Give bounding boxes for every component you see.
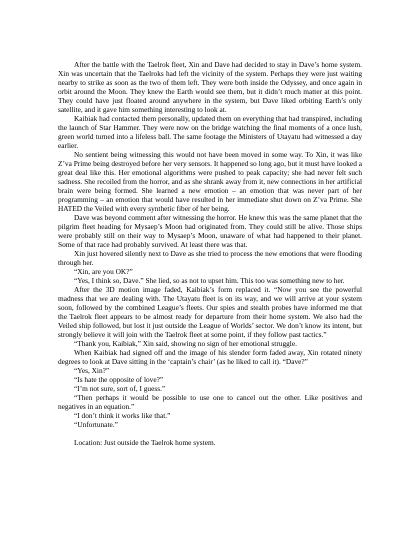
dialog-line: “Is hate the opposite of love?” bbox=[74, 375, 164, 384]
body-paragraph: Xin just hovered silently next to Dave as she tried to process the new emotions that were flooding through her. bbox=[58, 249, 362, 267]
dialog-line: “I don’t think it works like that.” bbox=[74, 411, 171, 420]
body-paragraph: “Then perhaps it would be possible to use one to cancel out the other. Like positives and negatives in an equation.” bbox=[58, 393, 362, 411]
dialog-line: “Yes, Xin?” bbox=[74, 366, 110, 375]
body-paragraph: “Thank you, Kaibiak,” Xin said, showing no sign of her emotional struggle. bbox=[74, 339, 297, 348]
body-paragraph: Kaibiak had contacted them personally, updated them on everything that had transpired, including the launch of Star Hammer. They were now on the bridge watching the final moments of a once lush, green world turned into a lifeless ball. The same footage the Ministers of Utayatu had witnessed a day earlier. bbox=[58, 114, 362, 150]
body-paragraph: “Yes, I think so, Dave.” She lied, so as not to upset him. This too was something new to her. bbox=[74, 276, 345, 285]
dialog-line: “I’m not sure, sort of, I guess.” bbox=[74, 384, 166, 393]
dialog-line: “Xin, are you OK?” bbox=[74, 267, 133, 276]
body-paragraph: When Kaibiak had signed off and the image of his slender form faded away, Xin rotated ninety degrees to look at Dave sitting in the ‘captain’s chair’ (as he liked to call it). “Dave?” bbox=[58, 348, 362, 366]
body-paragraph: No sentient being witnessing this would not have been moved in some way. To Xin, it was like Z’va Prime being destroyed before her very sensors. It happened so long ago, but it must have looked a great deal like this. Her emotional algorithms were pushed to peak capacity; she had never felt such sadness. She recoiled from the horror, and as she shrank away from it, new connections in her artificial brain were being formed. She learned a new emotion – an emotion that was never part of her programming – an emotion that would have resulted in her immediate shut down on Z’va Prime. She HATED the Veiled with every synthetic fiber of her being. bbox=[58, 150, 362, 213]
body-paragraph: Dave was beyond comment after witnessing the horror. He knew this was the same planet that the pilgrim fleet heading for Mysaep’s Moon had originated from. They could still be alive. Those ships were probably still on their way to Mysaep’s Moon, unaware of what had happened to their planet. Some of that race had probably survived. At least there was that. bbox=[58, 213, 362, 249]
body-paragraph: After the battle with the Taelrok fleet, Xin and Dave had decided to stay in Dave’s home system. Xin was uncertain that the Taelroks had left the vicinity of the system. Perhaps they were just waiting nearby to strike as soon as the two of them left. They were both inside the Odyssey, and once again in orbit around the Moon. They knew the Earth would see them, but it didn’t much matter at this point. They could have just floated around anywhere in the system, but Dave liked orbiting Earth’s only satellite, and it gave him something interesting to look at. bbox=[58, 60, 362, 114]
dialog-line: “Unfortunate.” bbox=[74, 420, 118, 429]
location-line: Location: Just outside the Taelrok home system. bbox=[74, 438, 216, 447]
body-paragraph: After the 3D motion image faded, Kaibiak’s form replaced it. “Now you see the powerful madness that we are dealing with. The Utayatu fleet is on its way, and we will arrive at your system soon, followed by the combined League’s fleets. Our spies and stealth probes have informed me that the Taelrok fleet appears to be almost ready for departure from their home system. We also had the Veiled ship followed, but lost it just outside the League of Worlds’ sector. We don’t know its intent, but strongly believe it will join with the Taelrok fleet at some point, if they follow past tactics.” bbox=[58, 285, 362, 339]
